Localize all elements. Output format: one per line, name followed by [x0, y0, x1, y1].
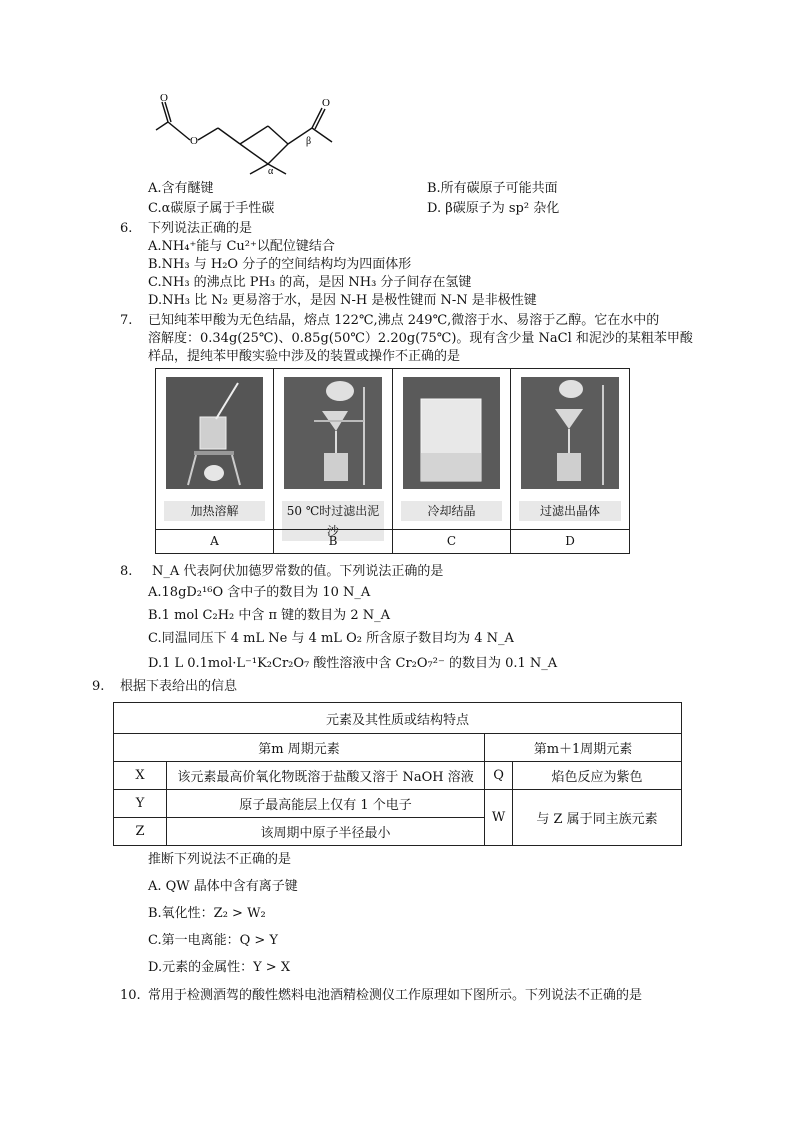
- table-group-left: 第m 周期元素: [114, 734, 485, 762]
- q9-number: 9.: [92, 679, 105, 694]
- letter-c: C: [446, 534, 457, 548]
- q9-option-d: D.元素的金属性：Y > X: [148, 960, 291, 975]
- photo-panel-d: [511, 369, 629, 529]
- table-desc-q: 焰色反应为紫色: [513, 762, 682, 790]
- q10-stem: 常用于检测酒驾的酸性燃料电池酒精检测仪工作原理如下图所示。下列说法不正确的是: [148, 988, 643, 1003]
- q5-option-d: D. β碳原子为 sp² 杂化: [427, 201, 560, 216]
- q9-option-a: A. QW 晶体中含有离子键: [148, 879, 298, 894]
- table-desc-w: 与 Z 属于同主族元素: [513, 790, 682, 846]
- q8-stem: N_A 代表阿伏加德罗常数的值。下列说法正确的是: [152, 564, 444, 579]
- q5-option-c: C.α碳原子属于手性碳: [148, 201, 275, 216]
- photo-panel-b: [274, 369, 393, 538]
- q5-option-a: A.含有醚键: [148, 181, 214, 196]
- svg-text:O: O: [160, 92, 168, 104]
- q6-option-a: A.NH₄⁺能与 Cu²⁺以配位键结合: [148, 239, 335, 254]
- element-info-table: [113, 702, 682, 846]
- table-sym-w: W: [485, 790, 513, 846]
- hot-filtration-photo: [284, 377, 382, 489]
- q7-line1: 已知纯苯甲酸为无色结晶，熔点 122℃,沸点 249℃,微溶于水、易溶于乙醇。它在水中的: [148, 313, 660, 328]
- table-group-right: 第m＋1周期元素: [485, 734, 682, 762]
- q7-number: 7.: [120, 313, 133, 328]
- q8-option-a: A.18gD₂¹⁶O 含中子的数目为 10 N_A: [148, 585, 371, 600]
- cooling-crystallize-photo: [403, 377, 500, 489]
- letter-a: A: [210, 534, 219, 548]
- table-sym-q: Q: [485, 762, 513, 790]
- q8-option-c: C.同温同压下 4 mL Ne 与 4 mL O₂ 所含原子数目均为 4 N_A: [148, 631, 514, 646]
- q7-line2: 溶解度：0.34g(25℃)、0.85g(50℃）2.20g(75℃)。现有含少量 NaCl 和泥沙的某粗苯甲酸: [148, 331, 693, 346]
- q8-number: 8.: [120, 564, 133, 579]
- table-title: 元素及其性质或结构特点: [114, 703, 682, 734]
- table-desc-z: 该周期中原子半径最小: [167, 818, 485, 846]
- heating-dissolve-photo: [166, 377, 263, 489]
- table-sym-y: Y: [114, 790, 167, 818]
- photo-panel-c: [393, 369, 511, 529]
- caption-a: 加热溶解: [164, 501, 265, 521]
- q8-option-b: B.1 mol C₂H₂ 中含 π 键的数目为 2 N_A: [148, 608, 390, 623]
- q5-option-b: B.所有碳原子可能共面: [427, 181, 558, 196]
- q6-number: 6.: [120, 221, 133, 236]
- q6-option-b: B.NH₃ 与 H₂O 分子的空间结构均为四面体形: [148, 257, 412, 272]
- beta-label: β: [306, 136, 312, 147]
- q6-stem: 下列说法正确的是: [148, 221, 253, 236]
- caption-d: 过滤出晶体: [519, 501, 621, 521]
- q6-option-d: D.NH₃ 比 N₂ 更易溶于水，是因 N-H 是极性键而 N-N 是非极性键: [148, 293, 537, 308]
- apparatus-photos: [155, 368, 630, 554]
- molecule-structure: [140, 92, 340, 182]
- letter-b: B: [328, 534, 338, 548]
- caption-b: 50 ℃时过滤出泥沙: [282, 501, 384, 541]
- q10-number: 10.: [120, 988, 141, 1003]
- q9-question: 推断下列说法不正确的是: [148, 852, 292, 867]
- filter-crystals-photo: [521, 377, 619, 489]
- alpha-label: α: [268, 166, 274, 177]
- letter-d: D: [565, 534, 575, 548]
- q8-option-d: D.1 L 0.1mol·L⁻¹K₂Cr₂O₇ 酸性溶液中含 Cr₂O₇²⁻ 的数目为 0.1 N_A: [148, 656, 558, 671]
- q9-option-b: B.氧化性：Z₂ > W₂: [148, 906, 266, 921]
- q6-option-c: C.NH₃ 的沸点比 PH₃ 的高，是因 NH₃ 分子间存在氢键: [148, 275, 472, 290]
- table-desc-y: 原子最高能层上仅有 1 个电子: [167, 790, 485, 818]
- q7-line3: 样品，提纯苯甲酸实验中涉及的装置或操作不正确的是: [148, 349, 461, 364]
- q9-stem: 根据下表给出的信息: [120, 679, 238, 694]
- photo-panel-a: [156, 369, 274, 529]
- svg-text:O: O: [322, 97, 330, 109]
- table-desc-x: 该元素最高价氧化物既溶于盐酸又溶于 NaOH 溶液: [167, 762, 485, 790]
- svg-text:O: O: [190, 135, 198, 147]
- table-sym-x: X: [114, 762, 167, 790]
- q9-option-c: C.第一电离能：Q > Y: [148, 933, 279, 948]
- caption-c: 冷却结晶: [401, 501, 502, 521]
- table-sym-z: Z: [114, 818, 167, 846]
